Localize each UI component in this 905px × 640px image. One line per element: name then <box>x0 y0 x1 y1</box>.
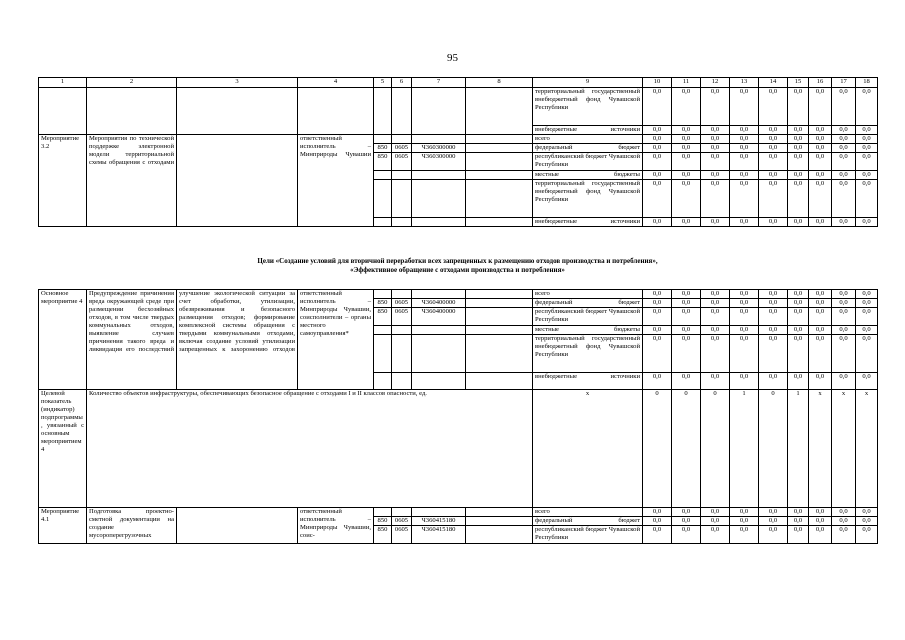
value-cell: 0,0 <box>809 171 832 180</box>
table-cell <box>87 88 177 135</box>
indicator-text: Количество объектов инфраструктуры, обеспечивающих безопасное обращение с отходами I и II классов опасности, ед. <box>87 390 533 508</box>
funding-source: всего <box>533 135 643 144</box>
value-cell: 0,0 <box>730 218 759 227</box>
column-number: 17 <box>832 78 856 88</box>
funding-source: федеральный бюджет <box>533 299 643 308</box>
column-number: 4 <box>298 78 374 88</box>
table-row <box>39 290 878 299</box>
value-cell: 0,0 <box>832 218 856 227</box>
column-number: 7 <box>412 78 466 88</box>
value-cell: 0,0 <box>856 517 878 526</box>
value-cell: 0,0 <box>672 88 701 126</box>
value-cell: 0,0 <box>672 144 701 153</box>
value-cell: 0,0 <box>759 517 788 526</box>
measure-title: Мероприятия по технической поддержке электронной модели территориальной схемы обращения с отходами <box>87 135 177 227</box>
column-number: 3 <box>177 78 298 88</box>
value-cell: 0,0 <box>643 335 672 373</box>
column-number: 9 <box>533 78 643 88</box>
value-cell: 0,0 <box>643 144 672 153</box>
value-cell: 0,0 <box>643 171 672 180</box>
value-cell: 0,0 <box>672 308 701 326</box>
expense-type <box>466 517 533 526</box>
value-cell: 0,0 <box>672 290 701 299</box>
executor: ответственный исполнитель – Минприроды Чувашии <box>298 135 374 227</box>
section-code: 0605 <box>392 299 412 308</box>
value-cell: 0,0 <box>809 326 832 335</box>
value-cell: 0,0 <box>730 335 759 373</box>
grbs-code: 850 <box>374 153 392 171</box>
value-cell: 0,0 <box>856 126 878 135</box>
indicator-value: x <box>809 390 832 508</box>
value-cell: 0,0 <box>788 88 809 126</box>
column-number: 11 <box>672 78 701 88</box>
value-cell: 0,0 <box>832 508 856 517</box>
grbs-code <box>374 326 392 335</box>
table-row <box>39 88 878 126</box>
value-cell: 0,0 <box>788 171 809 180</box>
grbs-code <box>374 290 392 299</box>
grbs-code: 850 <box>374 308 392 326</box>
target-code: Ч360300000 <box>412 144 466 153</box>
measure-name: Мероприятие 3.2 <box>39 135 87 227</box>
value-cell: 0,0 <box>730 88 759 126</box>
expense-type <box>466 326 533 335</box>
expense-type <box>466 218 533 227</box>
value-cell: 0,0 <box>788 153 809 171</box>
value-cell: 0,0 <box>788 517 809 526</box>
funding-source: всего <box>533 290 643 299</box>
table-cell <box>298 88 374 135</box>
funding-source: внебюджетные источники <box>533 218 643 227</box>
expense-type <box>466 171 533 180</box>
value-cell: 0,0 <box>672 135 701 144</box>
target-code <box>412 218 466 227</box>
indicator-source: x <box>533 390 643 508</box>
target-code: Ч360415180 <box>412 517 466 526</box>
value-cell: 0,0 <box>809 135 832 144</box>
grbs-code <box>374 335 392 373</box>
value-cell: 0,0 <box>730 373 759 390</box>
value-cell: 0,0 <box>701 290 730 299</box>
indicator-value: 0 <box>759 390 788 508</box>
value-cell: 0,0 <box>730 526 759 544</box>
funding-source: местные бюджеты <box>533 171 643 180</box>
section-code <box>392 218 412 227</box>
value-cell: 0,0 <box>730 135 759 144</box>
section-code <box>392 326 412 335</box>
value-cell: 0,0 <box>672 335 701 373</box>
value-cell: 0,0 <box>809 299 832 308</box>
table-cell <box>392 88 412 135</box>
value-cell: 0,0 <box>856 326 878 335</box>
value-cell: 0,0 <box>643 308 672 326</box>
funding-source: территориальный государственный внебюджетный фонд Чувашской Республики <box>533 180 643 218</box>
value-cell: 0,0 <box>672 517 701 526</box>
section-code: 0605 <box>392 308 412 326</box>
value-cell: 0,0 <box>788 373 809 390</box>
expense-type <box>466 335 533 373</box>
value-cell: 0,0 <box>809 126 832 135</box>
value-cell: 0,0 <box>672 218 701 227</box>
funding-source: республиканский бюджет Чувашской Республики <box>533 308 643 326</box>
value-cell: 0,0 <box>730 326 759 335</box>
expense-type <box>466 153 533 171</box>
funding-source: территориальный государственный внебюджетный фонд Чувашской Республики <box>533 335 643 373</box>
value-cell: 0,0 <box>856 335 878 373</box>
value-cell: 0,0 <box>701 299 730 308</box>
page-number: 95 <box>447 52 458 64</box>
indicator-value: x <box>832 390 856 508</box>
funding-source: территориальный государственный внебюджетный фонд Чувашской Республики <box>533 88 643 126</box>
section-code: 0605 <box>392 526 412 544</box>
value-cell: 0,0 <box>832 326 856 335</box>
value-cell: 0,0 <box>788 526 809 544</box>
program-table-lower <box>38 289 878 544</box>
column-number: 12 <box>701 78 730 88</box>
value-cell: 0,0 <box>730 517 759 526</box>
expense-type <box>466 508 533 517</box>
grbs-code: 850 <box>374 526 392 544</box>
value-cell: 0,0 <box>832 144 856 153</box>
value-cell: 0,0 <box>788 508 809 517</box>
indicator-value: 0 <box>672 390 701 508</box>
target-code <box>412 171 466 180</box>
value-cell: 0,0 <box>856 308 878 326</box>
value-cell: 0,0 <box>759 526 788 544</box>
value-cell: 0,0 <box>701 517 730 526</box>
section-code: 0605 <box>392 144 412 153</box>
section-code <box>392 171 412 180</box>
value-cell: 0,0 <box>759 126 788 135</box>
table-cell <box>374 88 392 135</box>
section-code: 0605 <box>392 517 412 526</box>
value-cell: 0,0 <box>701 335 730 373</box>
value-cell: 0,0 <box>759 299 788 308</box>
value-cell: 0,0 <box>856 290 878 299</box>
value-cell: 0,0 <box>856 218 878 227</box>
value-cell: 0,0 <box>730 299 759 308</box>
value-cell: 0,0 <box>856 88 878 126</box>
section-code <box>392 135 412 144</box>
value-cell: 0,0 <box>809 180 832 218</box>
target-code <box>412 135 466 144</box>
funding-source: всего <box>533 508 643 517</box>
target-code <box>412 290 466 299</box>
value-cell: 0,0 <box>643 218 672 227</box>
value-cell: 0,0 <box>759 290 788 299</box>
value-cell: 0,0 <box>832 126 856 135</box>
expected-result <box>177 508 298 544</box>
value-cell: 0,0 <box>643 180 672 218</box>
grbs-code <box>374 508 392 517</box>
grbs-code <box>374 171 392 180</box>
value-cell: 0,0 <box>730 153 759 171</box>
value-cell: 0,0 <box>643 326 672 335</box>
value-cell: 0,0 <box>759 326 788 335</box>
value-cell: 0,0 <box>759 508 788 517</box>
value-cell: 0,0 <box>701 153 730 171</box>
value-cell: 0,0 <box>788 180 809 218</box>
indicator-row <box>39 390 878 508</box>
indicator-value: 0 <box>643 390 672 508</box>
value-cell: 0,0 <box>788 218 809 227</box>
value-cell: 0,0 <box>832 335 856 373</box>
value-cell: 0,0 <box>672 299 701 308</box>
value-cell: 0,0 <box>672 326 701 335</box>
expense-type <box>466 144 533 153</box>
value-cell: 0,0 <box>856 144 878 153</box>
value-cell: 0,0 <box>672 153 701 171</box>
table-cell <box>177 88 298 135</box>
value-cell: 0,0 <box>701 180 730 218</box>
column-number: 16 <box>809 78 832 88</box>
target-code <box>412 180 466 218</box>
value-cell: 0,0 <box>701 526 730 544</box>
measure-name: Мероприятие 4.1 <box>39 508 87 544</box>
table-cell <box>466 88 533 135</box>
column-number: 1 <box>39 78 87 88</box>
value-cell: 0,0 <box>759 335 788 373</box>
value-cell: 0,0 <box>856 526 878 544</box>
value-cell: 0,0 <box>643 508 672 517</box>
value-cell: 0,0 <box>788 326 809 335</box>
executor: ответственный исполнитель – Минприроды Чувашии, соис- <box>298 508 374 544</box>
goal-line-2: «Эффективное обращение с отходами производства и потребления» <box>350 266 565 275</box>
funding-source: внебюджетные источники <box>533 126 643 135</box>
column-number: 2 <box>87 78 177 88</box>
column-number: 14 <box>759 78 788 88</box>
value-cell: 0,0 <box>809 290 832 299</box>
target-code <box>412 373 466 390</box>
executor: ответственный исполнитель – Минприроды Чувашии, соисполнители – органы местного самоуправления* <box>298 290 374 390</box>
indicator-value: 1 <box>788 390 809 508</box>
value-cell: 0,0 <box>701 126 730 135</box>
value-cell: 0,0 <box>759 88 788 126</box>
value-cell: 0,0 <box>809 517 832 526</box>
value-cell: 0,0 <box>643 153 672 171</box>
value-cell: 0,0 <box>809 218 832 227</box>
target-code: Ч360400000 <box>412 299 466 308</box>
target-code: Ч360400000 <box>412 308 466 326</box>
value-cell: 0,0 <box>701 135 730 144</box>
expense-type <box>466 308 533 326</box>
column-number-row <box>39 78 878 88</box>
funding-source: федеральный бюджет <box>533 517 643 526</box>
value-cell: 0,0 <box>832 171 856 180</box>
value-cell: 0,0 <box>788 144 809 153</box>
indicator-value: x <box>856 390 878 508</box>
measure-name: Основное мероприятие 4 <box>39 290 87 390</box>
column-number: 18 <box>856 78 878 88</box>
value-cell: 0,0 <box>788 335 809 373</box>
value-cell: 0,0 <box>832 299 856 308</box>
program-table-upper <box>38 77 878 227</box>
value-cell: 0,0 <box>809 335 832 373</box>
value-cell: 0,0 <box>832 517 856 526</box>
goal-line-1: Цели «Создание условий для вторичной переработки всех запрещенных к размещению отходов производства и потребления», <box>257 257 658 265</box>
value-cell: 0,0 <box>730 308 759 326</box>
funding-source: республиканский бюджет Чувашской Республики <box>533 526 643 544</box>
value-cell: 0,0 <box>832 526 856 544</box>
value-cell: 0,0 <box>643 526 672 544</box>
value-cell: 0,0 <box>759 373 788 390</box>
target-code: Ч360415180 <box>412 526 466 544</box>
value-cell: 0,0 <box>730 171 759 180</box>
value-cell: 0,0 <box>759 180 788 218</box>
grbs-code <box>374 180 392 218</box>
value-cell: 0,0 <box>701 218 730 227</box>
value-cell: 0,0 <box>832 153 856 171</box>
value-cell: 0,0 <box>701 144 730 153</box>
column-number: 10 <box>643 78 672 88</box>
value-cell: 0,0 <box>832 373 856 390</box>
value-cell: 0,0 <box>832 88 856 126</box>
value-cell: 0,0 <box>701 171 730 180</box>
value-cell: 0,0 <box>832 180 856 218</box>
value-cell: 0,0 <box>809 144 832 153</box>
value-cell: 0,0 <box>856 373 878 390</box>
value-cell: 0,0 <box>730 144 759 153</box>
indicator-value: 0 <box>701 390 730 508</box>
grbs-code: 850 <box>374 517 392 526</box>
value-cell: 0,0 <box>856 508 878 517</box>
value-cell: 0,0 <box>832 308 856 326</box>
column-number: 5 <box>374 78 392 88</box>
value-cell: 0,0 <box>643 517 672 526</box>
target-code <box>412 508 466 517</box>
value-cell: 0,0 <box>672 180 701 218</box>
table-row <box>39 508 878 517</box>
value-cell: 0,0 <box>701 326 730 335</box>
indicator-name: Целевой показатель (индикатор) подпрограммы, увязанный с основным мероприятием 4 <box>39 390 87 508</box>
table-cell <box>39 88 87 135</box>
expense-type <box>466 290 533 299</box>
value-cell: 0,0 <box>701 508 730 517</box>
expense-type <box>466 526 533 544</box>
indicator-value: 1 <box>730 390 759 508</box>
grbs-code <box>374 373 392 390</box>
value-cell: 0,0 <box>856 135 878 144</box>
value-cell: 0,0 <box>832 135 856 144</box>
expense-type <box>466 373 533 390</box>
value-cell: 0,0 <box>788 126 809 135</box>
value-cell: 0,0 <box>672 373 701 390</box>
value-cell: 0,0 <box>809 88 832 126</box>
grbs-code: 850 <box>374 144 392 153</box>
table-cell <box>412 88 466 135</box>
expense-type <box>466 180 533 218</box>
measure-title: Предупреждение причинения вреда окружающей среде при размещении бесхозяйных отходов, в том числе твердых коммунальных отходов, выявление случаев причинения такого вреда и ликвидация его последствий <box>87 290 177 390</box>
value-cell: 0,0 <box>672 171 701 180</box>
funding-source: местные бюджеты <box>533 326 643 335</box>
value-cell: 0,0 <box>856 299 878 308</box>
section-code <box>392 180 412 218</box>
value-cell: 0,0 <box>701 88 730 126</box>
grbs-code <box>374 218 392 227</box>
value-cell: 0,0 <box>856 171 878 180</box>
section-code <box>392 508 412 517</box>
funding-source: республиканский бюджет Чувашской Республики <box>533 153 643 171</box>
table-row <box>39 135 878 144</box>
goal-heading <box>38 257 877 276</box>
value-cell: 0,0 <box>730 508 759 517</box>
funding-source: внебюджетные источники <box>533 373 643 390</box>
value-cell: 0,0 <box>672 526 701 544</box>
target-code: Ч360300000 <box>412 153 466 171</box>
value-cell: 0,0 <box>643 299 672 308</box>
value-cell: 0,0 <box>701 373 730 390</box>
value-cell: 0,0 <box>643 135 672 144</box>
value-cell: 0,0 <box>809 508 832 517</box>
value-cell: 0,0 <box>759 218 788 227</box>
value-cell: 0,0 <box>788 290 809 299</box>
column-number: 15 <box>788 78 809 88</box>
value-cell: 0,0 <box>672 126 701 135</box>
value-cell: 0,0 <box>759 135 788 144</box>
value-cell: 0,0 <box>759 144 788 153</box>
measure-title: Подготовка проектно-сметной документации на создание мусороперегрузочных <box>87 508 177 544</box>
column-number: 13 <box>730 78 759 88</box>
section-code <box>392 290 412 299</box>
value-cell: 0,0 <box>759 171 788 180</box>
grbs-code <box>374 135 392 144</box>
value-cell: 0,0 <box>788 299 809 308</box>
value-cell: 0,0 <box>809 526 832 544</box>
value-cell: 0,0 <box>643 373 672 390</box>
section-code <box>392 373 412 390</box>
value-cell: 0,0 <box>832 290 856 299</box>
expense-type <box>466 299 533 308</box>
value-cell: 0,0 <box>759 308 788 326</box>
section-code <box>392 335 412 373</box>
value-cell: 0,0 <box>759 153 788 171</box>
value-cell: 0,0 <box>788 308 809 326</box>
value-cell: 0,0 <box>643 126 672 135</box>
value-cell: 0,0 <box>701 308 730 326</box>
funding-source: федеральный бюджет <box>533 144 643 153</box>
expense-type <box>466 135 533 144</box>
value-cell: 0,0 <box>856 180 878 218</box>
column-number: 8 <box>466 78 533 88</box>
value-cell: 0,0 <box>809 373 832 390</box>
expected-result <box>177 135 298 227</box>
value-cell: 0,0 <box>809 153 832 171</box>
grbs-code: 850 <box>374 299 392 308</box>
value-cell: 0,0 <box>730 180 759 218</box>
expected-result: улучшение экологической ситуации за счет обработки, утилизации, обезвреживания и безопасного размещения отходов; формирование комплексной системы обращения с твердыми коммунальными отходами, включая создание условий утилизации запрещенных к захоронению отходов <box>177 290 298 390</box>
value-cell: 0,0 <box>730 126 759 135</box>
value-cell: 0,0 <box>730 290 759 299</box>
target-code <box>412 335 466 373</box>
value-cell: 0,0 <box>643 88 672 126</box>
column-number: 6 <box>392 78 412 88</box>
target-code <box>412 326 466 335</box>
value-cell: 0,0 <box>672 508 701 517</box>
value-cell: 0,0 <box>643 290 672 299</box>
value-cell: 0,0 <box>788 135 809 144</box>
value-cell: 0,0 <box>809 308 832 326</box>
section-code: 0605 <box>392 153 412 171</box>
value-cell: 0,0 <box>856 153 878 171</box>
